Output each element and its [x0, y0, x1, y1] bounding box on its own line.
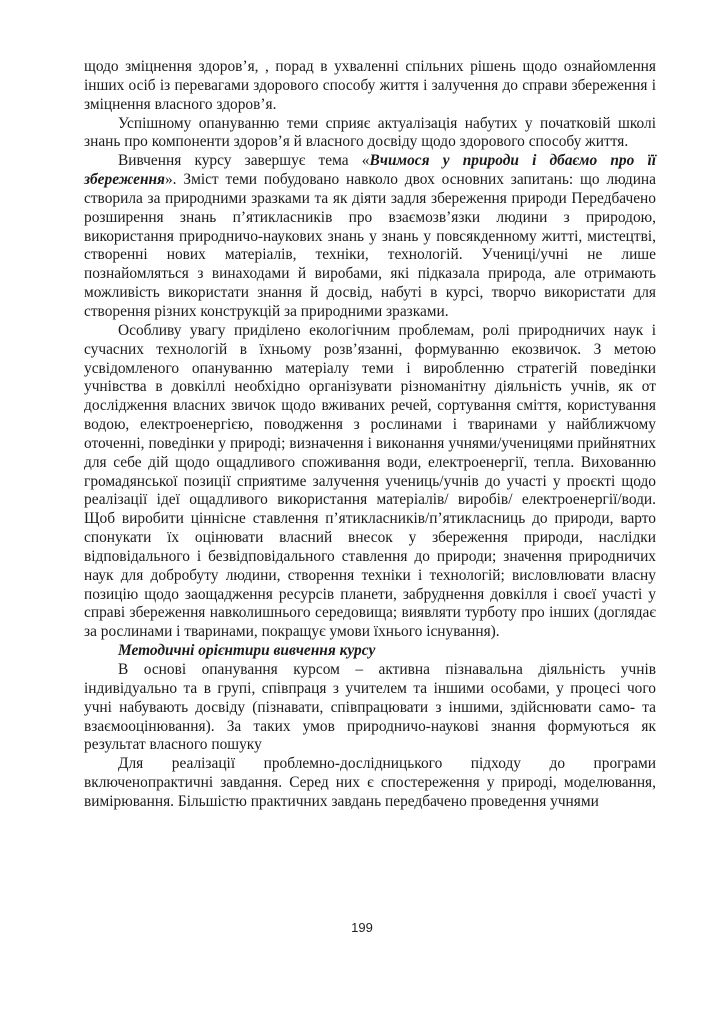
section-heading-methodical-guidelines: Методичні орієнтири вивчення курсу: [118, 642, 376, 660]
final-topic-description: ». Зміст теми побудовано навколо двох основних запитань: що людина створила за природними зразками та як діяти задля збереження природи Передбачено розширення знань п’ятикласників про взаємозв’язки людини з природою, використання природничо-наукових знань у знань у повсякденному житті, мистецтві, створенні нових матеріалів, техніки, технологій. Учениці/учні не лише познайомляться з винаходами й виробами, які підказала природа, але отримають можливість використати знання й досвід, набуті в курсі, творчо використати для створення різних конструкцій за природними зразками.: [84, 171, 656, 320]
page-number: 199: [351, 920, 373, 935]
paragraph-practical-tasks: Для реалізації проблемно-дослідницького підходу до програми включенопрактичні завдання. Серед них є спостереження у природі, моделювання, вимірювання. Більшістю практичних завдань передбачено проведення учнями: [84, 755, 656, 810]
paragraph-successful-mastery: Успішному опануванню теми сприяє актуалізація набутих у початковій школі знань про компоненти здоров’я й власного досвіду щодо здорового способу життя.: [84, 114, 656, 151]
paragraph-ecological-problems: Особливу увагу приділено екологічним проблемам, ролі природничих наук і сучасних технологій в їхньому розв’язанні, формуванню екозвичок. З метою усвідомленого опануванню матеріалу теми і виробленню стратегій поведінки учнівства в довкіллі необхідно організувати різноманітну діяльність учнів, як от дослідження власних звичок щодо вживаних речей, сортування сміття, користування водою, електроенергією, поводження з рослинами і тваринами у найближчому оточенні, поведінки у природі; визначення і виконання учнями/ученицями прийнятних для себе дій щодо ощадливого споживання води, електроенергії, тепла. Вихованню громадянської позиції сприятиме залучення учениць/учнів до участі у проєкті щодо реалізації ідеї ощадливого використання матеріалів/ виробів/ електроенергії/води. Щоб виробити ціннісне ставлення п’ятикласників/п’ятикласниць до природи, варто спонукати їх оцінювати власний внесок у збереження природи, наслідки відповідального і безвідповідального ставлення до природи; значення природничих наук для добробуту людини, створення техніки і технологій; висловлювати власну позицію щодо заощадження ресурсів планети, забруднення довкілля і своєї участі у справі збереження навколишнього середовища; виявляти турботу про інших (доглядає за рослинами і тваринами, покращує умови їхнього існування).: [84, 321, 656, 641]
paragraph-course-final-topic: [84, 152, 656, 322]
final-topic-lead: Вивчення курсу завершує тема «: [118, 152, 370, 170]
paragraph-health-continuation: щодо зміцнення здоров’я, , порад в ухваленні спільних рішень щодо ознайомлення інших осіб із перевагами здорового способу життя і залучення до справи збереження і зміцнення власного здоров’я.: [84, 58, 656, 113]
body-text: [84, 58, 656, 812]
paragraph-active-learning: В основі опанування курсом – активна пізнавальна діяльність учнів індивідуально та в групі, співпраця з учителем та іншими особами, у процесі чого учні набувають досвіду (пізнавати, співпрацювати з іншими, здійснювати само- та взаємооцінювання). За таких умов природничо-наукові знання формуються як результат власного пошуку: [84, 661, 656, 754]
final-topic-title: Вчимося у природи і дбаємо про її збереження: [84, 152, 657, 189]
